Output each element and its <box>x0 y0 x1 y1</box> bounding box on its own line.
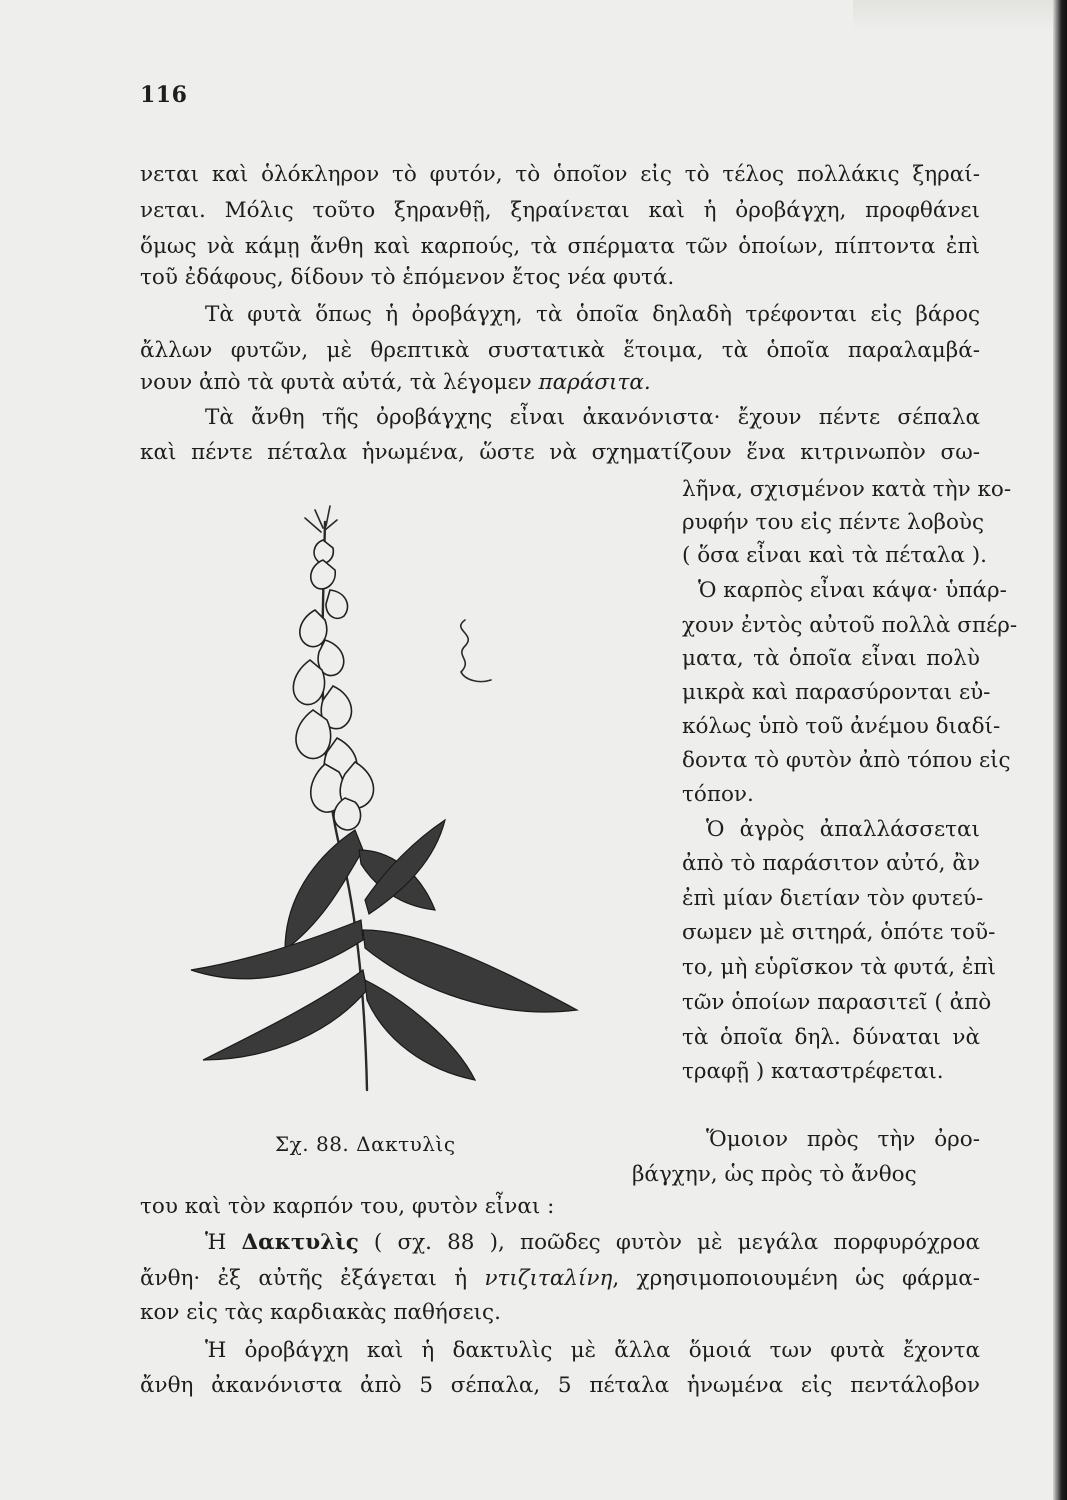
text-line: Τὰ φυτὰ ὅπως ἡ ὀροβάγχη, τὰ ὁποῖα δηλαδὴ τρέφονται εἰς βάρος <box>205 302 980 327</box>
column-line: χουν ἐντὸς αὐτοῦ πολλὰ σπέρ- <box>682 613 1018 638</box>
text-line <box>205 1228 980 1258</box>
column-line: μικρὰ καὶ παρασύρονται εὐ- <box>682 680 991 705</box>
column-line: το, μὴ εὑρῖσκον τὰ φυτά, ἐπὶ <box>682 955 996 980</box>
column-line: τόπον. <box>682 782 754 807</box>
page-edge-top <box>853 0 1053 30</box>
text-span: νουν ἀπὸ τὰ φυτὰ αὐτά, τὰ λέγομεν <box>140 370 539 395</box>
column-line: ἀπὸ τὸ παράσιτον αὐτό, ἂν <box>682 851 980 876</box>
column-line: τραφῇ ) καταστρέφεται. <box>682 1059 944 1084</box>
column-line: λῆνα, σχισμένον κατὰ τὴν κο- <box>682 477 1012 502</box>
text-line: νεται. Μόλις τοῦτο ξηρανθῇ, ξηραίνεται καὶ ἡ ὀροβάγχη, προφθάνει <box>140 198 980 223</box>
term-digitalin: ντιζιταλίνη <box>484 1266 613 1291</box>
text-span: ἄνθη· ἐξ αὐτῆς ἐξάγεται ἡ <box>140 1266 485 1291</box>
text-line: ὅμως νὰ κάμῃ ἄνθη καὶ καρπούς, τὰ σπέρματα τῶν ὁποίων, πίπτοντα ἐπὶ <box>140 234 980 259</box>
text-line: τοῦ ἐδάφους, δίδουν τὸ ἑπόμενον ἔτος νέα φυτά. <box>140 265 675 290</box>
column-line: κόλως ὑπὸ τοῦ ἀνέμου διαδί- <box>682 714 1001 739</box>
page-edge-shadow <box>1053 0 1067 1500</box>
column-line: τὰ ὁποῖα δηλ. δύναται νὰ <box>682 1025 980 1050</box>
text-span: ( σχ. 88 ), ποῶδες φυτὸν μὲ μεγάλα πορφυρόχροα <box>358 1230 981 1255</box>
column-line: ἐπὶ μίαν διετίαν τὸν φυτεύ- <box>682 886 984 911</box>
text-line: καὶ πέντε πέταλα ἡνωμένα, ὥστε νὰ σχηματίζουν ἕνα κιτρινωπὸν σω- <box>140 440 980 465</box>
text-line: Ἡ ὀροβάγχη καὶ ἡ δακτυλὶς μὲ ἄλλα ὅμοιά των φυτὰ ἔχοντα <box>205 1338 980 1363</box>
column-line: ματα, τὰ ὁποῖα εἶναι πολὺ <box>682 646 980 671</box>
column-line: ( ὅσα εἶναι καὶ τὰ πέταλα ). <box>682 543 987 568</box>
column-line: Ὁ καρπὸς εἶναι κάψα· ὑπάρ- <box>698 578 1007 603</box>
text-line <box>140 368 980 398</box>
column-line: Ὁ ἀγρὸς ἀπαλλάσσεται <box>706 817 980 842</box>
text-line: Τὰ ἄνθη τῆς ὀροβάγχης εἶναι ἀκανόνιστα· ἔχουν πέντε σέπαλα <box>205 405 980 430</box>
text-line: ἄνθη ἀκανόνιστα ἀπὸ 5 σέπαλα, 5 πέταλα ἡνωμένα εἰς πεντάλοβον <box>140 1373 980 1398</box>
column-line: δοντα τὸ φυτὸν ἀπὸ τόπου εἰς <box>682 748 1011 773</box>
column-line: βάγχην, ὡς πρὸς τὸ ἄνθος <box>632 1162 917 1187</box>
text-line: του καὶ τὸν καρπόν του, φυτὸν εἶναι : <box>140 1194 555 1219</box>
term-parasites: παράσιτα. <box>538 370 651 395</box>
foxglove-illustration <box>165 500 585 1100</box>
term-daktylis: Δακτυλὶς <box>241 1230 359 1255</box>
text-line: ἄλλων φυτῶν, μὲ θρεπτικὰ συστατικὰ ἕτοιμα, τὰ ὁποῖα παραλαμβά- <box>140 338 980 363</box>
column-line: σωμεν μὲ σιτηρά, ὁπότε τοῦ- <box>682 920 996 945</box>
text-span: Ἡ <box>205 1230 242 1255</box>
text-span: , χρησιμοποιουμένη ὡς φάρμα- <box>612 1266 980 1291</box>
text-line: κον εἰς τὰς καρδιακὰς παθήσεις. <box>140 1300 501 1325</box>
figure-caption: Σχ. 88. Δακτυλὶς <box>275 1132 456 1156</box>
page-number: 116 <box>140 82 188 108</box>
column-line: Ὅμοιον πρὸς τὴν ὀρο- <box>706 1127 980 1152</box>
column-line: τῶν ὁποίων παρασιτεῖ ( ἀπὸ <box>682 990 992 1015</box>
text-line: νεται καὶ ὁλόκληρον τὸ φυτόν, τὸ ὁποῖον εἰς τὸ τέλος πολλάκις ξηραί- <box>140 162 980 187</box>
column-line: ρυφήν του εἰς πέντε λοβοὺς <box>682 510 984 535</box>
text-line <box>140 1264 980 1294</box>
